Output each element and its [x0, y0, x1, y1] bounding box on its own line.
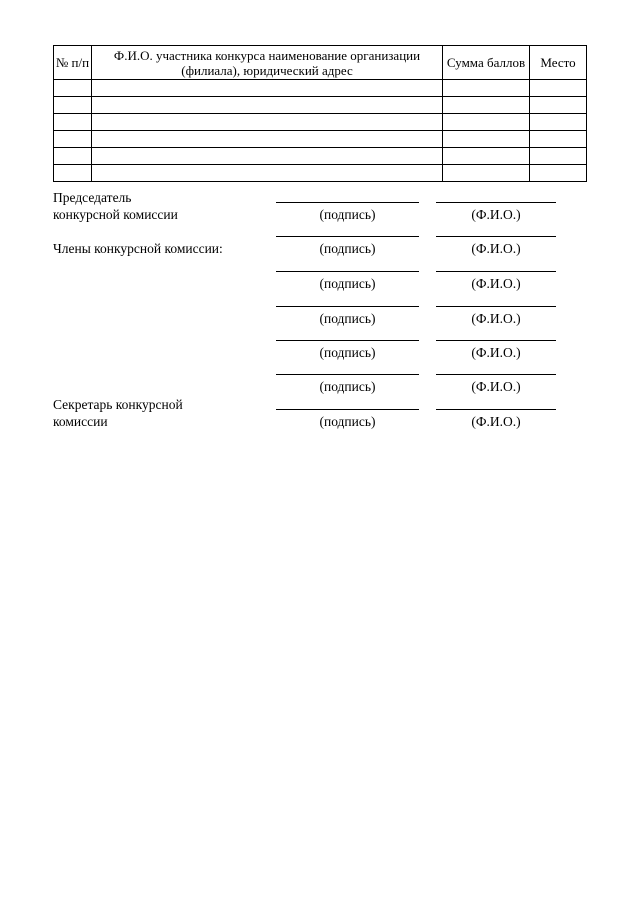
table-cell — [54, 148, 92, 165]
table-cell — [54, 114, 92, 131]
table-cell — [530, 165, 587, 182]
table-cell — [92, 131, 443, 148]
table-row — [54, 80, 587, 97]
table-row — [54, 131, 587, 148]
name-caption: (Ф.И.О.) — [471, 379, 521, 394]
table-cell — [530, 148, 587, 165]
name-line — [436, 236, 556, 237]
name-caption: (Ф.И.О.) — [471, 276, 521, 291]
table-row — [54, 114, 587, 131]
signature-caption: (подпись) — [319, 379, 376, 394]
name-line — [436, 340, 556, 341]
signature-caption: (подпись) — [319, 414, 376, 429]
col-header-participant: Ф.И.О. участника конкурса наименование организации (филиала), юридический адрес — [92, 46, 443, 80]
table-cell — [54, 97, 92, 114]
table-cell — [92, 148, 443, 165]
col-header-place: Место — [530, 46, 587, 80]
name-line — [436, 202, 556, 203]
table-cell — [92, 80, 443, 97]
col-header-score: Сумма баллов — [443, 46, 530, 80]
name-caption: (Ф.И.О.) — [471, 414, 521, 429]
table-cell — [92, 165, 443, 182]
members-label: Члены конкурсной комиссии: — [53, 241, 223, 256]
signature-caption: (подпись) — [319, 345, 376, 360]
table-cell — [92, 114, 443, 131]
secretary-label-line2: комиссии — [53, 414, 108, 429]
secretary-label — [53, 396, 183, 430]
table-cell — [530, 97, 587, 114]
name-caption: (Ф.И.О.) — [471, 345, 521, 360]
table-row — [54, 97, 587, 114]
name-line — [436, 374, 556, 375]
table-cell — [54, 80, 92, 97]
signature-line — [276, 374, 419, 375]
table-cell — [443, 165, 530, 182]
table-cell — [530, 131, 587, 148]
table-cell — [92, 97, 443, 114]
signature-caption: (подпись) — [319, 241, 376, 256]
signature-line — [276, 306, 419, 307]
results-table — [53, 45, 587, 182]
signature-caption: (подпись) — [319, 311, 376, 326]
signature-line — [276, 271, 419, 272]
table-cell — [530, 80, 587, 97]
signature-caption: (подпись) — [319, 207, 376, 222]
col-header-number: № п/п — [54, 46, 92, 80]
table-header-row — [54, 46, 587, 80]
table-cell — [443, 131, 530, 148]
name-line — [436, 409, 556, 410]
chairman-label-line2: конкурсной комиссии — [53, 207, 178, 222]
table-cell — [530, 114, 587, 131]
name-line — [436, 306, 556, 307]
table-row — [54, 148, 587, 165]
table-cell — [443, 80, 530, 97]
signature-line — [276, 340, 419, 341]
table-cell — [54, 131, 92, 148]
name-line — [436, 271, 556, 272]
table-cell — [443, 114, 530, 131]
signature-line — [276, 409, 419, 410]
signature-line — [276, 202, 419, 203]
name-caption: (Ф.И.О.) — [471, 311, 521, 326]
signature-caption: (подпись) — [319, 276, 376, 291]
table-cell — [54, 165, 92, 182]
chairman-label — [53, 189, 178, 223]
table-row — [54, 165, 587, 182]
secretary-label-line1: Секретарь конкурсной — [53, 397, 183, 412]
table-cell — [443, 148, 530, 165]
chairman-label-line1: Председатель — [53, 190, 132, 205]
table-cell — [443, 97, 530, 114]
name-caption: (Ф.И.О.) — [471, 241, 521, 256]
signature-line — [276, 236, 419, 237]
name-caption: (Ф.И.О.) — [471, 207, 521, 222]
